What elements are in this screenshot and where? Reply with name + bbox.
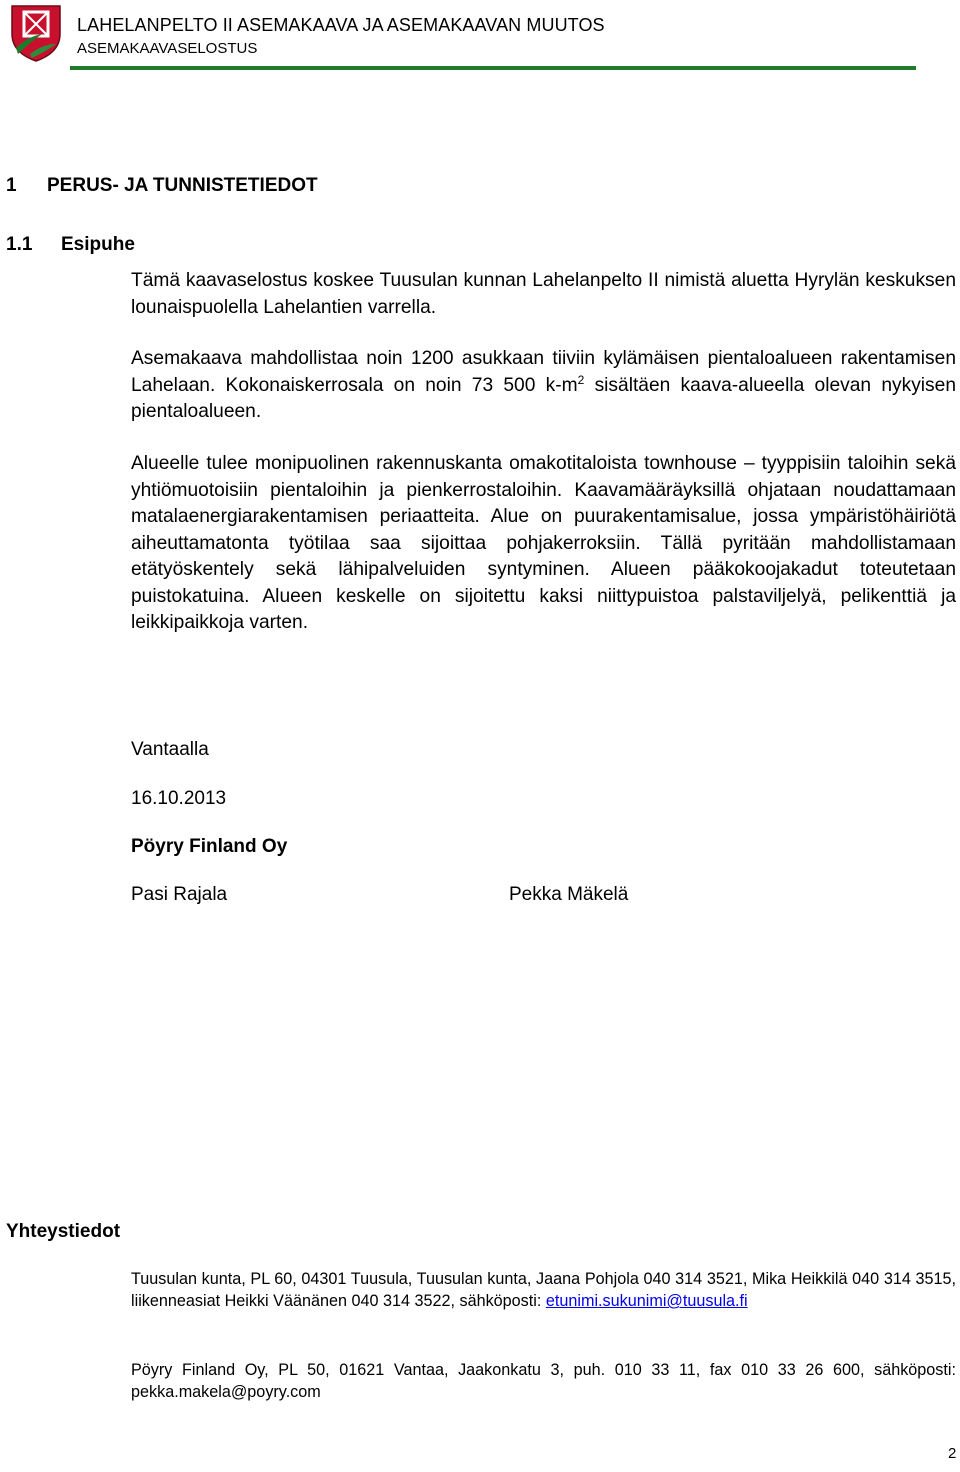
signature-date: 16.10.2013 [131,788,227,809]
signature-company: Pöyry Finland Oy [131,836,288,857]
section-heading [6,175,318,197]
paragraph-capacity [131,346,956,426]
signer-1: Pasi Rajala [131,884,228,905]
contact-heading: Yhteystiedot [6,1221,121,1242]
document-title: LAHELANPELTO II ASEMAKAAVA JA ASEMAKAAVAN MUUTOS [77,15,605,35]
paragraph-capacity-text-end: sisältäen kaava-alueella olevan nykyisen pientaloalueen. [131,374,956,422]
paragraph-capacity-text: Asemakaava mahdollistaa noin 1200 asukkaan tiiviin kylämäisen pientaloalueen rakentamisen Lahelaan. Kokonaiskerrosala on noin 73 500 k-m [131,348,956,396]
header-divider [70,66,916,70]
paragraph-intro: Tämä kaavaselostus koskee Tuusulan kunnan Lahelanpelto II nimistä aluetta Hyrylän keskuksen lounaispuolella Lahelantien varrella. [131,270,956,318]
section-number: 1 [6,175,17,196]
subsection-number: 1.1 [6,234,33,255]
document-subtitle: ASEMAKAAVASELOSTUS [77,40,258,57]
tuusula-coat-of-arms-icon [10,4,62,62]
subsection-title: Esipuhe [61,234,135,255]
section-title: PERUS- JA TUNNISTETIEDOT [47,175,318,196]
signer-2: Pekka Mäkelä [509,884,629,905]
page-number: 2 [948,1445,957,1462]
contact-tuusula-text: Tuusulan kunta, PL 60, 04301 Tuusula, Tuusulan kunta, Jaana Pohjola 040 314 3521, Mika Heikkilä 040 314 3515, liikenneasiat Heikki Väänänen 040 314 3522, sähköposti: [131,1270,956,1310]
paragraph-description: Alueelle tulee monipuolinen rakennuskanta omakotitaloista townhouse – tyyppisiin taloihin sekä yhtiömuotoisiin pientaloihin ja pienkerrostaloihin. Kaavamääräyksillä ohjataan noudattamaan matalaenergiarakentamisen periaatteita. Alue on puurakentamisalue, jossa ympäristöhäiriötä aiheuttamatonta työtilaa saa sijoittaa pohjakerroksiin. Tällä pyritään mahdollistamaan etätyöskentely sekä lähipalveluiden syntyminen. Alueen pääkokoojakadut toteutetaan puistokatuina. Alueen keskelle on sijoitettu kaksi niittypuistoa palstaviljelyä, pelikenttiä ja leikkipaikkoja varten. [131,453,956,633]
superscript: 2 [577,372,585,387]
signature-place: Vantaalla [131,739,209,760]
contact-tuusula [131,1268,956,1312]
contact-poyry: Pöyry Finland Oy, PL 50, 01621 Vantaa, Jaakonkatu 3, puh. 010 33 11, fax 010 33 26 600, sähköposti: pekka.makela@poyry.com [131,1361,956,1401]
subsection-heading [6,234,135,256]
tuusula-email-link[interactable]: etunimi.sukunimi@tuusula.fi [545,1292,748,1310]
